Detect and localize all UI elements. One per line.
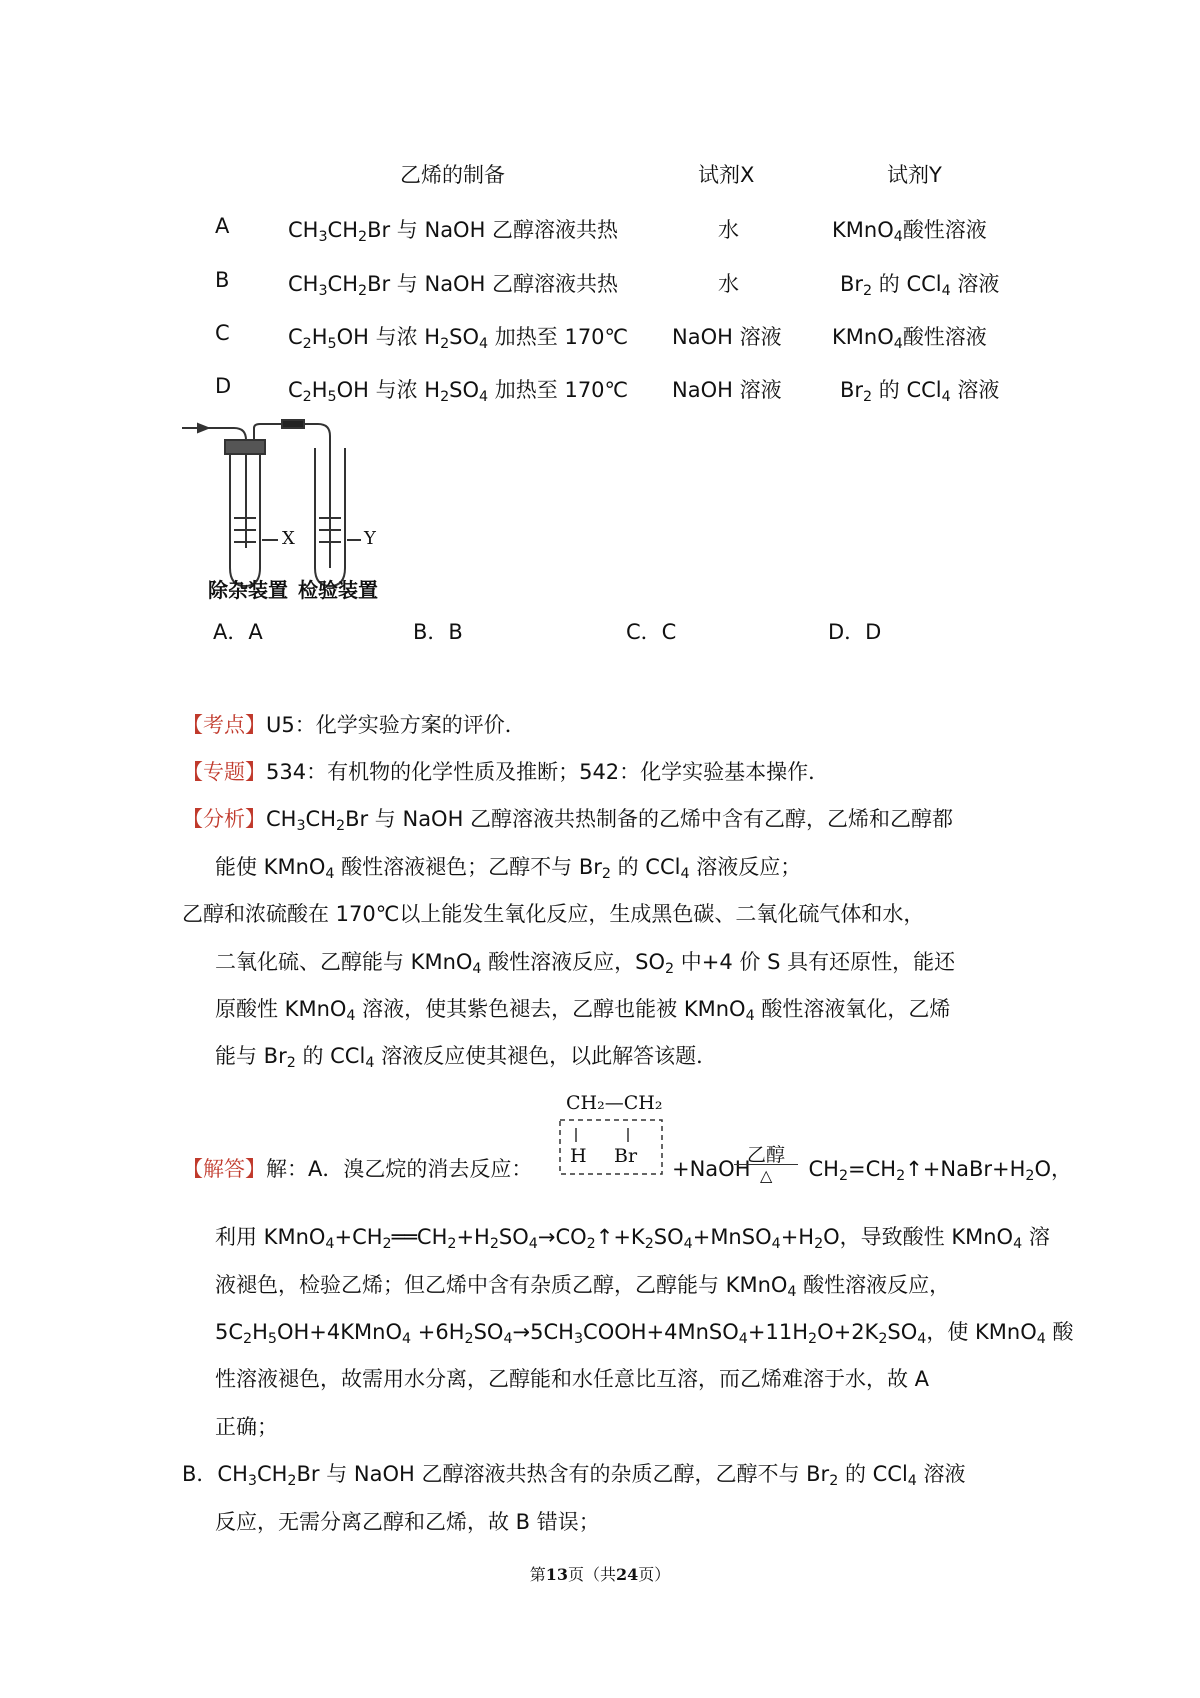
condition-top: 乙醇 bbox=[747, 1144, 786, 1166]
fenxi-line-6: 能与 $Br_2$ 的 CCl$_4$ 溶液反应使其褪色，以此解答该题． bbox=[215, 1044, 718, 1071]
fenxi-line-1: 【分析】$CH_3CH_2Br$ 与 NaOH 乙醇溶液共热制备的乙烯中含有乙醇，乙烯和乙醇都 bbox=[182, 807, 954, 834]
row-label-a: A bbox=[215, 214, 230, 238]
jieda-line-6: 正确； bbox=[215, 1415, 278, 1439]
option-c: C．C bbox=[626, 620, 677, 644]
row-a-prep: $CH_3CH_2Br$ 与 NaOH 乙醇溶液共热 bbox=[288, 218, 619, 245]
row-c-x: NaOH 溶液 bbox=[672, 325, 782, 349]
jieda-line-1 bbox=[182, 1153, 532, 1183]
apparatus-label-y: Y bbox=[364, 528, 376, 549]
fenxi-line-2: 能使 KMnO$_4$ 酸性溶液褪色；乙醇不与 $Br_2$ 的 CCl$_4$ 溶液反应； bbox=[215, 855, 802, 882]
structure-h: H bbox=[570, 1145, 587, 1167]
row-b-prep: $CH_3CH_2Br$ 与 NaOH 乙醇溶液共热 bbox=[288, 272, 619, 299]
row-c-prep: $C_2H_5OH$ 与浓 $H_2SO_4$ 加热至 170℃ bbox=[288, 325, 629, 352]
kaodian-line bbox=[182, 709, 526, 739]
jieda-line-3: 液褪色，检验乙烯；但乙烯中含有杂质乙醇，乙醇能与 KMnO$_4$ 酸性溶液反应， bbox=[215, 1273, 951, 1300]
zhuanti-tag: 【专题】 bbox=[182, 760, 266, 784]
row-d-y: $Br_2$ 的 CCl$_4$ 溶液 bbox=[840, 378, 1000, 405]
fenxi-line-4: 二氧化硫、乙醇能与 KMnO$_4$ 酸性溶液反应，$SO_2$ 中+4 价 S 具有还原性，能还 bbox=[215, 950, 956, 977]
jieda-line-8: 反应，无需分离乙醇和乙烯，故 B 错误； bbox=[215, 1510, 600, 1534]
page-footer: 第13页（共24页） bbox=[529, 1565, 671, 1584]
kaodian-text: U5：化学实验方案的评价． bbox=[266, 713, 526, 737]
structure-br: Br bbox=[614, 1145, 638, 1167]
apparatus-caption-left: 除杂装置 bbox=[208, 578, 288, 602]
jieda-tag: 【解答】 bbox=[182, 1157, 266, 1181]
table-header-y: 试剂Y bbox=[887, 163, 942, 187]
option-a: A．A bbox=[213, 620, 263, 644]
jieda-line-4: $5C_2H_5OH+4KMnO_4$ $+6H_2SO_4\to 5CH_3COOH+4MnSO_4+11H_2O+2K_2SO_4$，使 KMnO$_4$ 酸 bbox=[215, 1320, 1074, 1347]
condition-bottom: △ bbox=[760, 1166, 773, 1185]
option-d: D．D bbox=[828, 620, 882, 644]
table-header-x: 试剂X bbox=[698, 163, 755, 187]
row-label-b: B bbox=[215, 268, 230, 292]
row-label-d: D bbox=[215, 374, 232, 398]
page-number: 13 bbox=[545, 1565, 568, 1584]
page-total: 24 bbox=[616, 1565, 639, 1584]
fenxi-line-3: 乙醇和浓硫酸在 170℃以上能发生氧化反应，生成黑色碳、二氧化硫气体和水， bbox=[182, 902, 925, 926]
condition-arrow bbox=[734, 1164, 798, 1165]
kaodian-tag: 【考点】 bbox=[182, 713, 266, 737]
jieda-line-5: 性溶液褪色，故需用水分离，乙醇能和水任意比互溶，而乙烯难溶于水，故 A bbox=[215, 1367, 930, 1391]
row-label-c: C bbox=[215, 321, 230, 345]
zhuanti-line bbox=[182, 756, 829, 786]
jieda-line-7: B．$CH_3CH_2Br$ 与 NaOH 乙醇溶液共热含有的杂质乙醇，乙醇不与 $Br_2$ 的 CCl$_4$ 溶液 bbox=[182, 1462, 966, 1489]
apparatus-label-x: X bbox=[282, 528, 295, 549]
row-c-y: KMnO$_4$酸性溶液 bbox=[832, 325, 987, 352]
fenxi-tag: 【分析】 bbox=[182, 807, 266, 831]
row-b-y: $Br_2$ 的 CCl$_4$ 溶液 bbox=[840, 272, 1000, 299]
jieda-line-2: 利用 $KMnO_4+CH_2══CH_2+H_2SO_4\to CO_2↑+K_2SO_4+MnSO_4+H_2O$，导致酸性 KMnO$_4$ 溶 bbox=[215, 1225, 1050, 1252]
row-a-y: KMnO$_4$酸性溶液 bbox=[832, 218, 987, 245]
row-d-x: NaOH 溶液 bbox=[672, 378, 782, 402]
row-d-prep: $C_2H_5OH$ 与浓 $H_2SO_4$ 加热至 170℃ bbox=[288, 378, 629, 405]
structure-top: CH₂—CH₂ bbox=[566, 1092, 663, 1114]
option-b: B．B bbox=[413, 620, 463, 644]
zhuanti-text: 534：有机物的化学性质及推断；542：化学实验基本操作． bbox=[266, 760, 830, 784]
row-b-x: 水 bbox=[718, 272, 739, 296]
fenxi-line-5: 原酸性 KMnO$_4$ 溶液，使其紫色褪去，乙醇也能被 KMnO$_4$ 酸性溶液氧化，乙烯 bbox=[215, 997, 951, 1024]
jieda-lead: 解：A．溴乙烷的消去反应： bbox=[266, 1157, 533, 1181]
row-a-x: 水 bbox=[718, 218, 739, 242]
apparatus-caption-right: 检验装置 bbox=[298, 578, 378, 602]
jieda-equation-1: +NaOH $CH_2=CH_2↑+NaBr+H_2O$， bbox=[672, 1157, 1072, 1184]
table-header-prep: 乙烯的制备 bbox=[400, 163, 505, 187]
